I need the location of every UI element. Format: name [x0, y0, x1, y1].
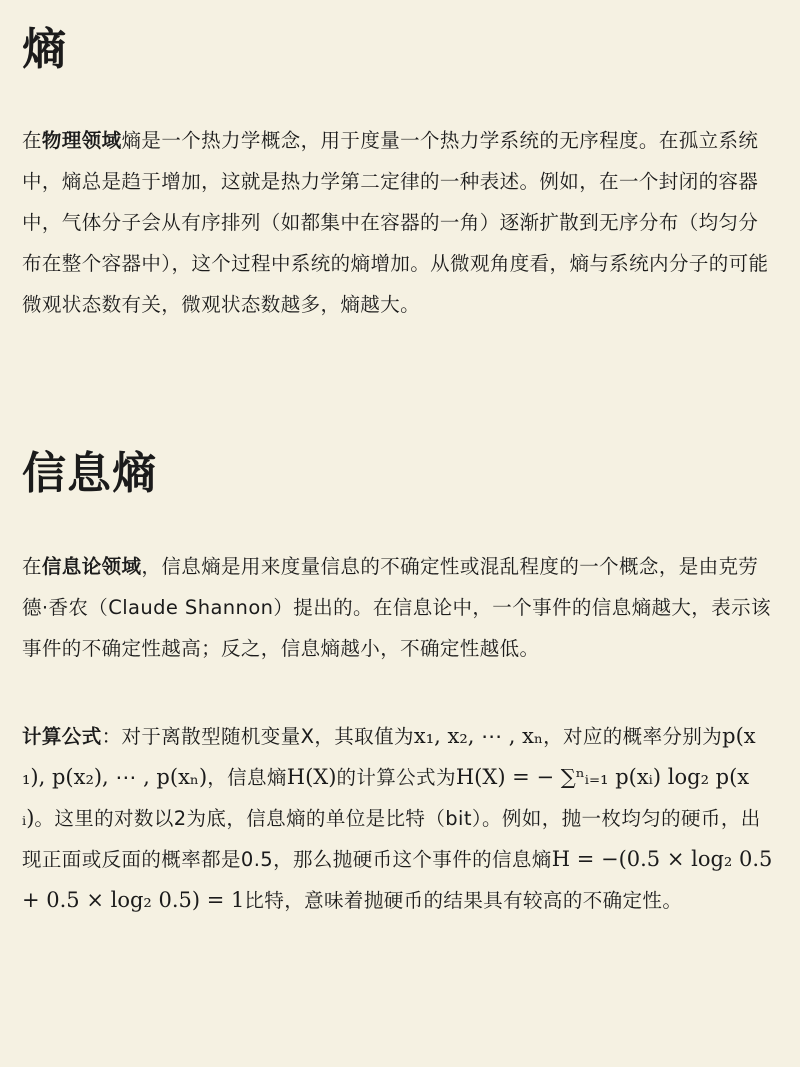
text-segment: 比特，意味着抛硬币的结果具有较高的不确定性。 — [244, 889, 683, 912]
paragraph-information-theory — [22, 546, 778, 669]
heading-information-entropy: 信息熵 — [22, 448, 157, 499]
math-variable-values: x₁, x₂, ⋯ , xₙ — [413, 724, 544, 748]
text-body: ，信息熵是用来度量信息的不确定性或混乱程度的一个概念，是由克劳德·香农（Claude Shannon）提出的。在信息论中，一个事件的信息熵越大，表示该事件的不确定性越高；反之，信息熵越小，不确定性越低。 — [22, 555, 771, 660]
bold-formula-label: 计算公式 — [22, 725, 102, 748]
math-entropy-formula: H(X) = − ∑ⁿᵢ₌₁ p(xᵢ) log₂ p(xᵢ) — [22, 765, 750, 830]
text-segment: ，信息熵 — [207, 766, 287, 789]
text-body: 熵是一个热力学概念，用于度量一个热力学系统的无序程度。在孤立系统中，熵总是趋于增加，这就是热力学第二定律的一种表述。例如，在一个封闭的容器中，气体分子会从有序排列（如都集中在容器的一角）逐渐扩散到无序分布（均匀分布在整个容器中），这个过程中系统的熵增加。从微观角度看，熵与系统内分子的可能微观状态数有关，微观状态数越多，熵越大。 — [22, 129, 769, 316]
math-hx: H(X) — [286, 765, 337, 789]
paragraph-formula — [22, 716, 778, 921]
heading-entropy: 熵 — [22, 24, 67, 75]
text-segment: ：对于离散型随机变量X，其取值为 — [101, 725, 414, 748]
text-segment: 。这里的对数以2为底，信息熵的单位是比特（bit）。例如，抛一枚均匀的硬币，出现正面或反面的概率都是0.5，那么抛硬币这个事件的信息熵 — [22, 807, 761, 871]
math-probabilities: p(x₁), p(x₂), ⋯ , p(xₙ) — [22, 724, 756, 789]
bold-information-theory-field: 信息论领域 — [41, 555, 142, 578]
text-segment: ，对应的概率分别为 — [543, 725, 723, 748]
text-prefix: 在 — [22, 129, 42, 152]
math-coin-example: H = −(0.5 × log₂ 0.5 + 0.5 × log₂ 0.5) = 1 — [22, 847, 773, 912]
text-segment: 的计算公式为 — [336, 766, 456, 789]
bold-physics-field: 物理领域 — [41, 129, 122, 152]
text-prefix: 在 — [22, 555, 42, 578]
paragraph-physics-entropy — [22, 120, 778, 325]
